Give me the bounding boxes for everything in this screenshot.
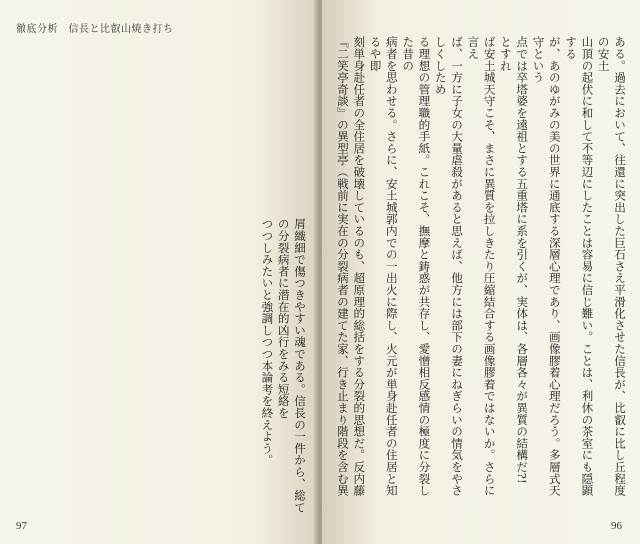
page-number-right: 96 xyxy=(611,520,622,532)
text-column: る理想の管理職的手紙。これこそ、撫摩と鋳惑が共存し、愛憎相反感情の極度に分裂した昔の xyxy=(401,36,432,497)
text-column: が、あのゆがみの美の世界に通底する深層心理であり、画像膠着心理だろう。多層式天守という xyxy=(531,36,562,497)
text-column: ば、一方に子女の大量虐殺があると思えば、他方には部下の妻にねぎらいの情気をやさしくしため xyxy=(433,36,465,497)
text-column: 刻単身赴任者の全住居を破壊しているのも、超原理的総括をする分裂的思想だ。反内藤 xyxy=(352,36,367,497)
text-column: ある。過去において、往還に突出した巨石さえ平滑化させた信長が、比叡に比し丘程度の安土 xyxy=(596,36,627,497)
text-column: つつしみたいと強調しつつ本論考を終えよう。 xyxy=(260,218,275,466)
text-column: 点では卒塔婆を遠祖とする五重塔に系を引くが、実体は、各層各々が異質の結構だ?! とすれ xyxy=(498,36,530,496)
left-page-body xyxy=(220,218,308,518)
running-header: 徹底分析 信長と比叡山焼き打ち xyxy=(16,24,174,35)
page-number-left: 97 xyxy=(16,520,27,532)
right-page-body xyxy=(333,36,628,506)
text-column: 山頂の起伏に和して不等辺にしたことは容易に信じ難い。ことは、利休の茶室にも隠顕する xyxy=(564,36,595,497)
text-column: 病者を思わせる。さらに、安土城郭内での一出火に際し、火元が単身赴任者の住居と知るや即 xyxy=(368,36,399,497)
left-page xyxy=(0,0,318,544)
text-column: 『二笑亭奇談』の異型亭（戦前に実在の分裂病者の建てた家、行き止まり階段を含む異 xyxy=(335,36,350,497)
text-column: 屑織細で傷つきやすい魂である。信長の一件から、総ての分裂病者に潜在的凶行をみる短絡を xyxy=(276,218,307,513)
text-column: ば安土城天守こそ、まさに異質を拉しきたり圧縮結合する画像膠着ではないか。さらに言え xyxy=(466,36,497,497)
